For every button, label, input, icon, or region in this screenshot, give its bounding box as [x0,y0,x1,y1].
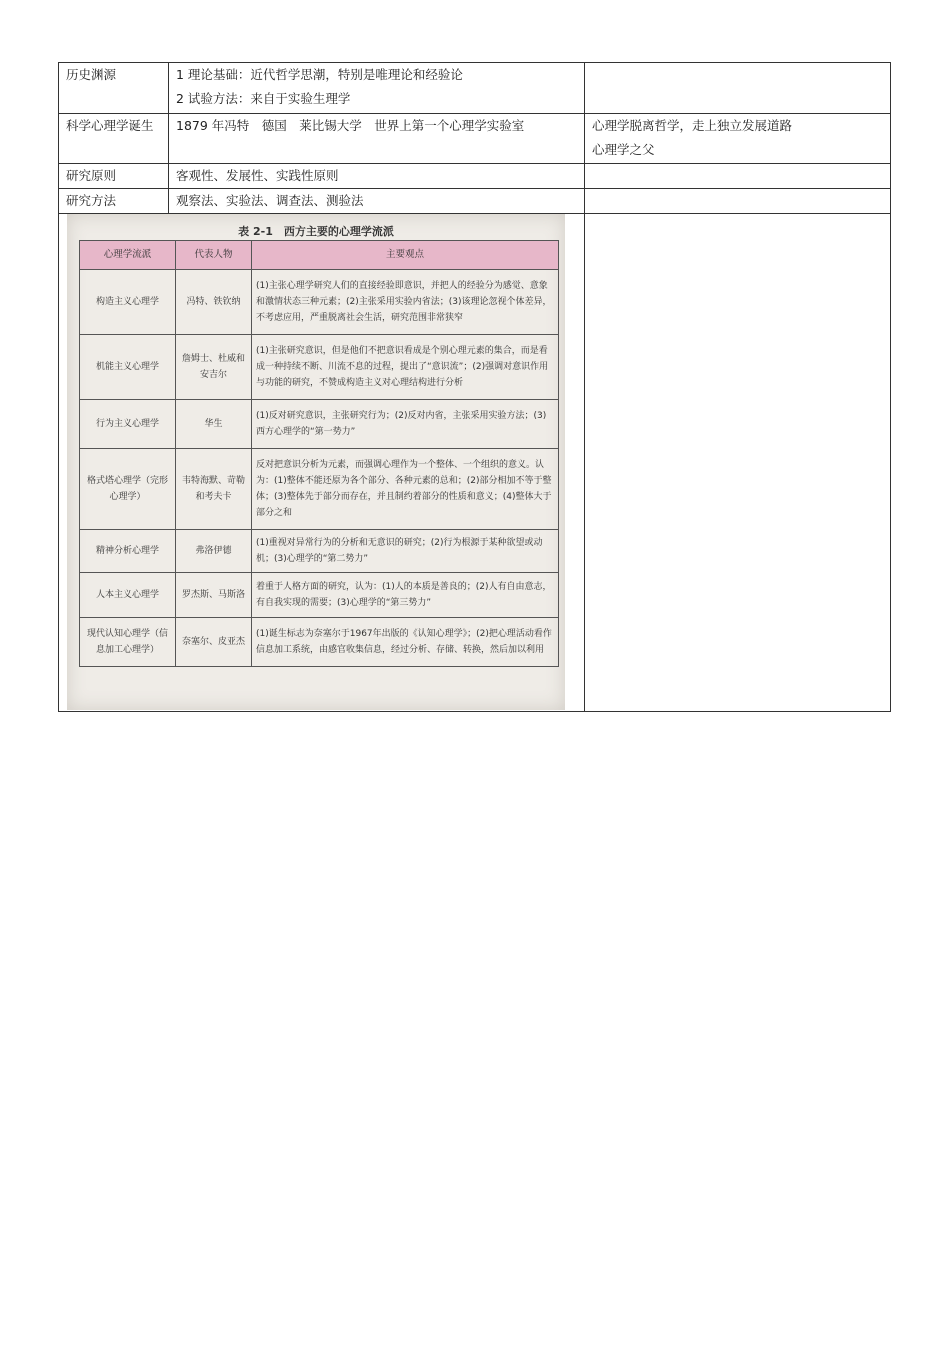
schools-header-row [80,241,559,270]
row-label: 科学心理学诞生 [59,114,169,164]
school-name: 现代认知心理学（信息加工心理学） [80,618,176,667]
row-note: 心理学脱离哲学，走上独立发展道路 心理学之父 [585,114,891,164]
table-row [59,114,891,164]
table-row [59,63,891,114]
school-view: (1)诞生标志为奈塞尔于1967年出版的《认知心理学》；(2)把心理活动看作信息加工系统，由感官收集信息，经过分析、存储、转换，然后加以利用 [252,618,559,667]
row-content: 1879 年冯特 德国 莱比锡大学 世界上第一个心理学实验室 [169,114,585,164]
table-row [59,214,891,712]
school-view: (1)反对研究意识，主张研究行为；(2)反对内省，主张采用实验方法；(3)西方心理学的“第一势力” [252,400,559,449]
school-view: (1)主张研究意识，但是他们不把意识看成是个别心理元素的集合，而是看成一种持续不断、川流不息的过程，提出了“意识流”；(2)强调对意识作用与功能的研究，不赞成构造主义对心理结构进行分析 [252,335,559,400]
notes-table [58,62,891,712]
header-view: 主要观点 [252,241,559,270]
school-name: 精神分析心理学 [80,530,176,573]
schools-table [79,240,559,667]
row-content: 1 理论基础：近代哲学思潮，特别是唯理论和经验论 2 试验方法：来自于实验生理学 [169,63,585,114]
school-name: 行为主义心理学 [80,400,176,449]
school-view: (1)主张心理学研究人们的直接经验即意识，并把人的经验分为感觉、意象和激情状态三种元素；(2)主张采用实验内省法；(3)该理论忽视个体差异，不考虑应用，严重脱离社会生活，研究范围非常狭窄 [252,270,559,335]
header-people: 代表人物 [176,241,252,270]
school-row [80,530,559,573]
row-note [585,214,891,712]
school-row [80,449,559,530]
school-people: 冯特、铁钦纳 [176,270,252,335]
textbook-photo [67,214,565,710]
table-row [59,164,891,189]
school-row [80,573,559,618]
school-people: 詹姆士、杜威和安吉尔 [176,335,252,400]
school-name: 构造主义心理学 [80,270,176,335]
row-label: 历史渊源 [59,63,169,114]
photo-title: 表 2-1 西方主要的心理学流派 [238,225,394,238]
school-row [80,335,559,400]
school-row [80,400,559,449]
row-content: 观察法、实验法、调查法、测验法 [169,189,585,214]
school-people: 弗洛伊德 [176,530,252,573]
school-row [80,618,559,667]
row-note [585,189,891,214]
school-people: 韦特海默、苛勒和考夫卡 [176,449,252,530]
school-view: 反对把意识分析为元素，而强调心理作为一个整体、一个组织的意义。认为：(1)整体不能还原为各个部分、各种元素的总和；(2)部分相加不等于整体；(3)整体先于部分而存在，并且制约着部分的性质和意义；(4)整体大于部分之和 [252,449,559,530]
school-people: 华生 [176,400,252,449]
school-row [80,270,559,335]
school-view: 着重于人格方面的研究，认为：(1)人的本质是善良的；(2)人有自由意志，有自我实现的需要；(3)心理学的“第三势力” [252,573,559,618]
school-name: 机能主义心理学 [80,335,176,400]
row-note [585,63,891,114]
school-name: 人本主义心理学 [80,573,176,618]
table-row [59,189,891,214]
school-people: 罗杰斯、马斯洛 [176,573,252,618]
header-school: 心理学流派 [80,241,176,270]
photo-cell [59,214,585,712]
row-note [585,164,891,189]
school-name: 格式塔心理学（完形心理学） [80,449,176,530]
row-content: 客观性、发展性、实践性原则 [169,164,585,189]
row-label: 研究原则 [59,164,169,189]
school-people: 奈塞尔、皮亚杰 [176,618,252,667]
row-label: 研究方法 [59,189,169,214]
school-view: (1)重视对异常行为的分析和无意识的研究；(2)行为根源于某种欲望或动机；(3)心理学的“第二势力” [252,530,559,573]
